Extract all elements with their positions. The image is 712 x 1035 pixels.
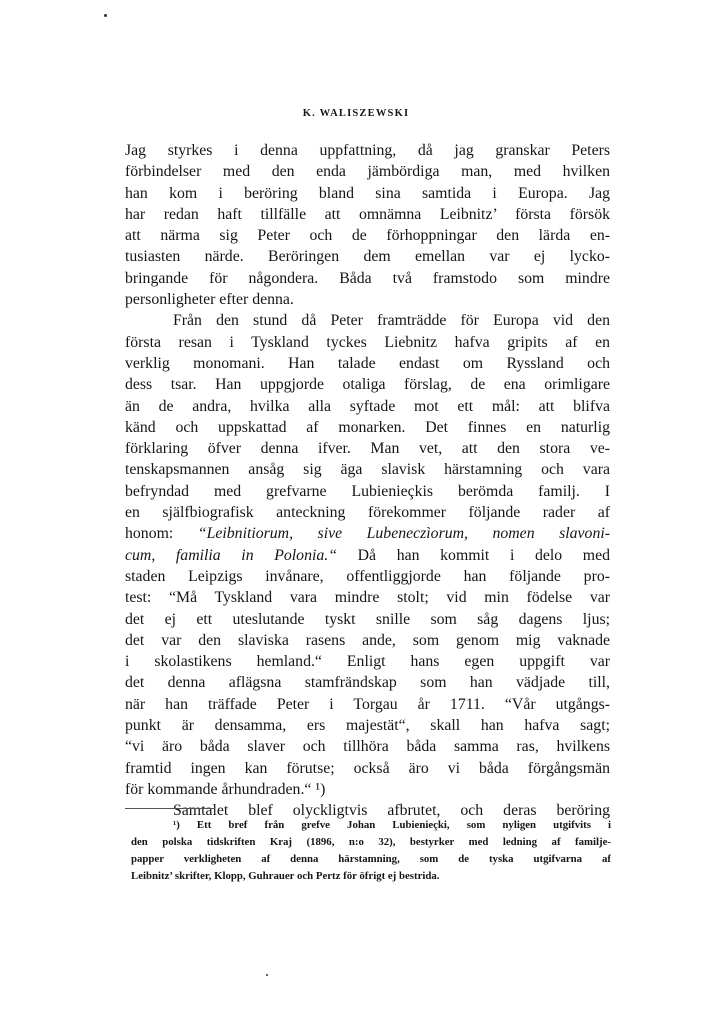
text-line: första resan i Tyskland tyckes Liebnitz hafva gripits af en (125, 333, 610, 351)
text-line: personligheter efter denna. (125, 291, 294, 309)
scan-speck-top (104, 14, 107, 17)
footnote-line: ¹) Ett bref från grefve Johan Lubienieçki, som nyligen utgifvits i (173, 819, 611, 831)
footnote-separator (125, 808, 215, 813)
text-line: staden Leipzigs invånare, offentliggjorde han följande pro- (125, 567, 610, 585)
text-line: att närma sig Peter och de förhoppningar den lärda en- (125, 227, 610, 245)
text-line: bringande för någondera. Båda två framstodo som mindre (125, 269, 610, 287)
text-line: än de andra, hvilka alla syftade mot ett mål: att blifva (125, 397, 610, 415)
footnote-line: den polska tidskriften Kraj (1896, n:o 32), bestyrker med ledning af familje- (131, 836, 611, 848)
text-line: känd och uppskattad af monarken. Det finnes en naturlig (125, 418, 610, 436)
running-header: K. WALISZEWSKI (302, 108, 410, 119)
latin-quote-part-1: “Leibnitiorum, sive Lubeneczìorum, nomen slavoni- (197, 525, 610, 543)
text-line: det ej ett uteslutande tyskt snille som såg dagens ljus; (125, 610, 610, 628)
text-line: Jag styrkes i denna uppfattning, då jag granskar Peters (125, 142, 610, 159)
footnote-line: Leibnitz’ skrifter, Klopp, Guhrauer och Pertz för öfrigt ej bestrida. (131, 870, 440, 882)
paragraph-start-line: Samtalet blef olyckligtvis afbrutet, och deras beröring (173, 802, 610, 820)
body-text (125, 140, 610, 822)
text-line: framtid ingen kan förutse; också äro vi båda förgångsmän (125, 759, 610, 777)
text-line: befryndad med grefvarne Lubienieçkis berömda familj. I (125, 482, 610, 500)
text-line: verklig monomani. Han talade endast om Ryssland och (125, 354, 610, 372)
paragraph-start-line: Från den stund då Peter framträdde för Europa vid den (173, 312, 610, 330)
text-line: tenskapsmannen ansåg sig äga slavisk härstamning och vara (125, 461, 610, 479)
text-line: det var den slaviska rasens ande, som genom mig vaknade (125, 631, 610, 649)
text-line: för kommande århundraden.“ ¹) (125, 780, 326, 798)
text-line-quote-start (125, 523, 610, 544)
text-line: test: “Må Tyskland vara mindre stolt; vid min födelse var (125, 589, 610, 607)
text-line: punkt är densamma, ers majestät“, skall han hafva sagt; (125, 717, 610, 735)
latin-quote-part-2: cum, familia in Polonia.“ (125, 546, 337, 564)
text-line: i skolastikens hemland.“ Enligt hans egen uppgift var (125, 653, 610, 671)
text-line: en själfbiografisk anteckning förekommer följande rader af (125, 504, 610, 522)
footnotes (131, 817, 611, 885)
text-line: det denna aflägsna stamfrändskap som han vädjade till, (125, 674, 610, 692)
text-line: tusiasten närde. Beröringen dem emellan var ej lycko- (125, 248, 610, 266)
text-line: har redan haft tillfälle att omnämna Leibnitz’ första försök (125, 205, 610, 223)
text-line: dess tsar. Han uppgjorde otaliga förslag, de ena orimligare (125, 376, 610, 394)
footnote-line: papper verkligheten af denna härstamning, som de tyska utgifvarna af (131, 853, 611, 865)
text-line: han kom i beröring bland sina samtida i Europa. Jag (125, 184, 610, 202)
text-line-quote-end (125, 545, 610, 566)
text-segment: honom: (125, 525, 198, 543)
text-line: när han träffade Peter i Torgau år 1711. “Vår utgångs- (125, 695, 610, 713)
text-line: förbindelser med den enda jämbördiga man, med hvilken (125, 163, 610, 181)
text-line: förklaring öfver denna ifver. Man vet, att den stora ve- (125, 440, 610, 458)
text-line: “vi äro båda slaver och tillhöra båda samma ras, hvilkens (125, 738, 610, 756)
scan-speck-bottom (266, 974, 268, 976)
text-segment: Då han kommit i delo med (337, 546, 610, 564)
